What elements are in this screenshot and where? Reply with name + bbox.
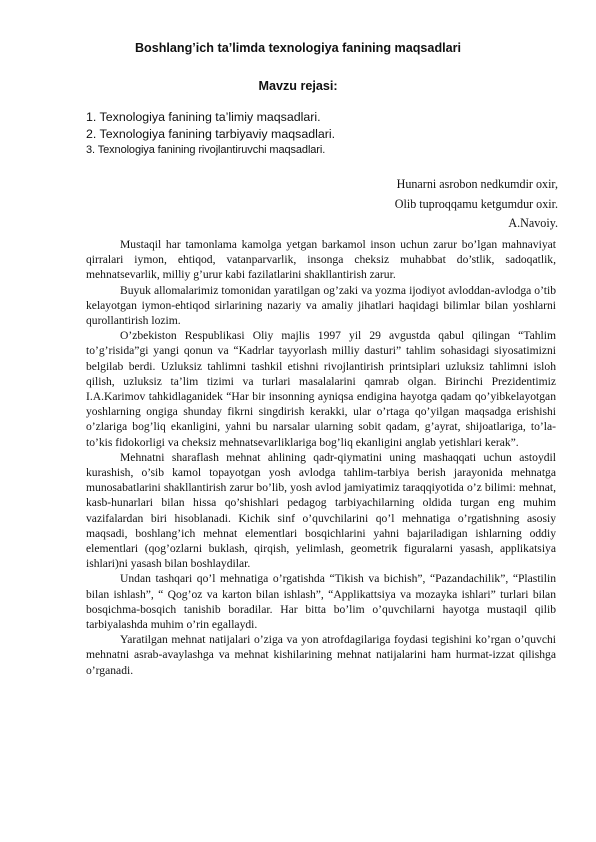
document-title: Boshlang’ich ta’limda texnologiya fanining maqsadlari (134, 41, 462, 55)
plan-item: 3. Texnologiya fanining rivojlantiruvchi maqsadlari. (86, 144, 326, 156)
epigraph (258, 175, 558, 234)
epigraph-line: Hunarni asrobon nedkumdir oxir, (396, 177, 558, 191)
plan-item: 2. Texnologiya fanining tarbiyaviy maqsadlari. (86, 126, 336, 141)
topic-plan-list (86, 109, 526, 159)
body-paragraph: Mustaqil har tamonlama kamolga yetgan barkamol inson uchun zarur bo’lgan mahnaviyat qirralari iymon, ehtiqod, vatanparvarlik, insonga cheksiz muhabbat do’stlik, sadoqatlik, mehnatsevarlik, milliy g’urur kabi fazilatlarini shakllantirish zarur. (86, 238, 556, 282)
body-paragraph: Mehnatni sharaflash mehnat ahlining qadr-qiymatini uning mashaqqati uchun astoydil kurashish, o’sib kamol topayotgan yosh avlodga tahlim-tarbiya berish jarayonida mehnatga munosabatlarini shakllantirish zarur bo’lib, yosh avlod jamiyatimiz taraqqiyotida o’z bilimi: mehnat, kasb-hunarlari bilan hissa qo’shishlari pedagog tarbiyachilarning oldida turgan eng muhim vazifalardan biri hisoblanadi. Kichik sinf o’quvchilarini qo’l mehnatiga o’rgatishning asosiy maqsadi, boshlang’ich mehnat elementlari bosqichlarini yahni bajariladigan ishlarning oddiy elementlari (qog’ozlarni buklash, qirqish, yelimlash, geometrik figuralarni yasash, applikatsiya ishlari)ni yasash bilan boshlaydilar. (86, 450, 556, 571)
plan-item: 1. Texnologiya fanining ta’limiy maqsadlari. (86, 110, 321, 124)
body-paragraph: O’zbekiston Respublikasi Oliy majlis 1997 yil 29 avgustda qabul qilingan “Tahlim to’g’risida”gi yangi qonun va “Kadrlar tayyorlash milliy dasturi” tahlim sohasidagi siyosatimizni belgilab berdi. Uzluksiz tahlimni tashkil etishni rivojlantirish printsiplari uzluksiz tahlimni isloh qilish, uzluksiz ta’lim tizimi va turlari masalalarini qamrab olgan. Birinchi Prezidentimiz I.A.Karimov tahkidlaganidek “Har bir insonning ayniqsa endigina hayotga qadam qo’yibkelayotgan yoshlarning ongiga shunday fikrni singdirish kerakki, ular o’rtaga qo’yilgan maqsadga erishishi o’zlariga bog’liq ekanligini, yahni bu narsalar ularning sobit qadam, g’ayrat, shijoatlariga, to’la-to’kis fidokorligi va cheksiz mehnatsevarliklariga bog’liq ekanligini anglab yetishlari kerak”. (86, 329, 556, 449)
epigraph-line: Olib tuproqqamu ketgumdur oxir. (394, 196, 558, 211)
plan-heading: Mavzu rejasi: (258, 79, 338, 93)
body-paragraph: Yaratilgan mehnat natijalari o’ziga va yon atrofdagilariga foydasi tegishini ko’rgan o’quvchi mehnatni asrab-avaylashga va mehnat kishilarining mehnat natijalarini ham hurmat-izzat qilishga o’rganadi. (86, 633, 556, 677)
epigraph-author: A.Navoiy. (508, 216, 558, 230)
body-paragraph: Buyuk allomalarimiz tomonidan yaratilgan og’zaki va yozma ijodiyot avloddan-avlodga o’tib kelayotgan iymon-ehtiqod sirlarining nazariy va amaliy jihatlari haqidagi bilimlar bilan yoshlarni qurollantirish lozim. (86, 283, 556, 328)
document-body (86, 237, 556, 678)
body-paragraph: Undan tashqari qo’l mehnatiga o’rgatishda “Tikish va bichish”, “Pazandachilik”, “Plastilin bilan ishlash”, “ Qog’oz va karton bilan ishlash”, “Applikattsiya va mozayka ishlari” turlari bilan bosqichma-bosqich tanishib boradilar. Har bitta bo’lim o’quvchilarni hayotga mustaqil qilib tarbiyalashda muhim o’rin egallaydi. (86, 572, 556, 632)
